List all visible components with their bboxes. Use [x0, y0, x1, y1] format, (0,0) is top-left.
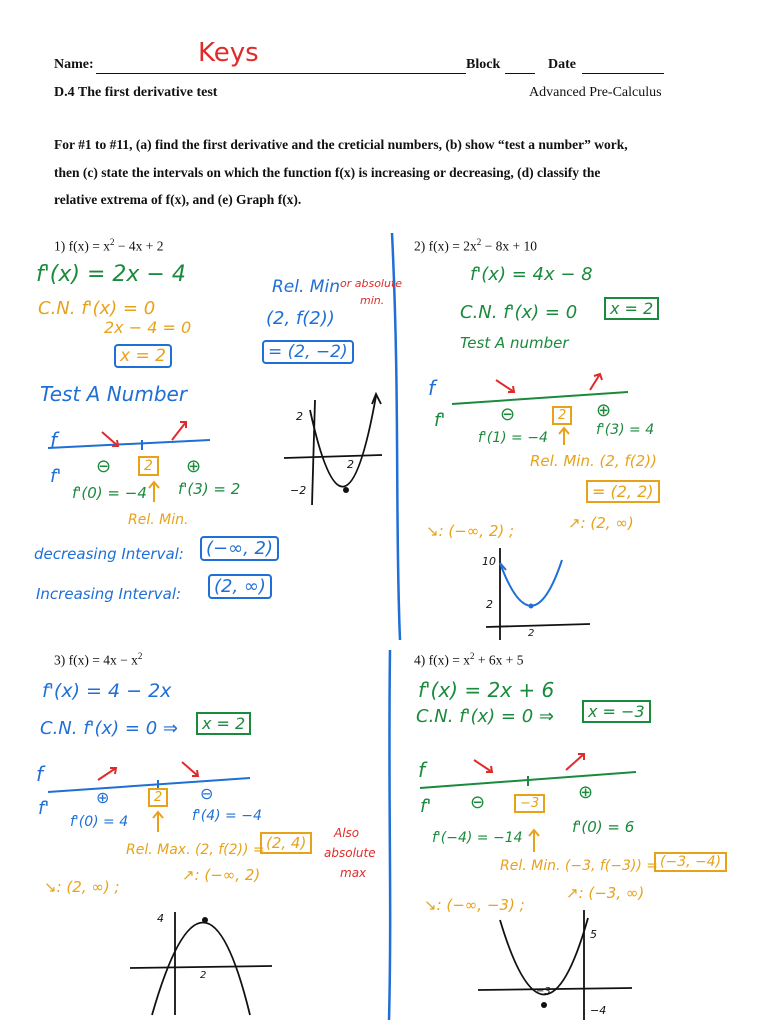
p1-point-value: = (2, −2) — [262, 340, 354, 364]
p2-up-arrow — [559, 428, 569, 445]
course-name: Advanced Pre-Calculus — [529, 85, 662, 100]
p3-also-1: Also — [334, 826, 360, 840]
p1-min-word: min. — [360, 294, 385, 307]
p3-sign-positive: ⊕ — [96, 788, 110, 807]
p3-rel-max: Rel. Max. (2, f(2)) = — [126, 842, 265, 858]
p2-sign-positive: ⊕ — [596, 400, 612, 421]
p4-sign-positive: ⊕ — [578, 782, 594, 803]
p1-increasing-interval: (2, ∞) — [208, 574, 272, 599]
p2-increasing-arrow — [590, 374, 602, 390]
p2-exp: 2 — [476, 237, 482, 247]
p2-critical-number-setup: C.N. f'(x) = 0 — [460, 302, 578, 323]
p3-fprime-label: f' — [38, 798, 50, 819]
p4-point-value: (−3, −4) — [654, 852, 727, 872]
p2-point-value: = (2, 2) — [586, 480, 660, 503]
name-label: Name: — [54, 57, 94, 72]
p2-axis-y-label-1: 10 — [482, 555, 496, 568]
p3-exp: 2 — [137, 651, 143, 661]
p4-axis-y-label-1: 5 — [590, 928, 597, 941]
instructions-line-2: then (c) state the intervals on which the function f(x) is increasing or decreasing, (d) classify the — [54, 165, 601, 180]
p4-decreasing-arrow — [474, 760, 492, 772]
p3-critical-box: 2 — [148, 788, 168, 807]
problem-2-statement — [414, 237, 537, 255]
p4-increasing: ↗: (−3, ∞) — [566, 884, 645, 902]
p2-test-value-2: f'(3) = 4 — [596, 422, 655, 438]
p2-increasing: ↗: (2, ∞) — [568, 514, 634, 532]
p1-increasing-label: Increasing Interval: — [36, 585, 182, 603]
p2-f-label: f — [428, 376, 436, 400]
divider-bottom — [389, 650, 390, 1020]
p1-test-a-number: Test A Number — [40, 382, 188, 406]
p2-test-value-1: f'(1) = −4 — [478, 430, 548, 446]
p3-critical-number-setup: C.N. f'(x) = 0 ⇒ — [40, 718, 178, 739]
p4-axis-x-label-1: −3 — [536, 986, 551, 997]
p4-rel-min: Rel. Min. (−3, f(−3)) = — [500, 858, 659, 874]
p2-solution: x = 2 — [604, 297, 659, 320]
p1-sign-positive: ⊕ — [186, 456, 202, 477]
p3-increasing: ↗: (−∞, 2) — [182, 866, 261, 884]
p3-prefix: 3) f(x) = 4x − x — [54, 652, 138, 668]
p1-point-expression: (2, f(2)) — [266, 308, 335, 329]
p1-equation: 2x − 4 = 0 — [104, 318, 192, 337]
block-label: Block — [466, 57, 501, 72]
p4-graph — [478, 910, 632, 1020]
problem-3-statement — [54, 651, 142, 669]
p1-increasing-arrow — [172, 422, 186, 440]
p3-point-value: (2, 4) — [260, 832, 312, 854]
p3-also-3: max — [340, 866, 367, 880]
date-label: Date — [548, 57, 576, 72]
p3-sign-negative: ⊖ — [200, 784, 214, 803]
p1-decreasing-arrow — [102, 432, 118, 446]
p2-fprime-label: f' — [434, 410, 446, 431]
p2-rest: − 8x + 10 — [481, 238, 537, 254]
p4-critical-number-setup: C.N. f'(x) = 0 ⇒ — [416, 706, 554, 727]
p1-rel-min-heading: Rel. Min — [272, 277, 340, 297]
p2-decreasing-arrow — [496, 380, 514, 392]
divider-top — [392, 233, 400, 640]
p1-or-absolute: or absolute — [340, 277, 403, 290]
p4-rest: + 6x + 5 — [474, 652, 524, 668]
p4-critical-box: −3 — [514, 794, 545, 813]
p1-critical-box: 2 — [138, 456, 159, 476]
p1-axis-x-label-1: 2 — [347, 458, 354, 471]
p3-axis-x-label-1: 2 — [200, 970, 207, 981]
p3-derivative: f'(x) = 4 − 2x — [42, 680, 172, 702]
p1-axis-y-label-2: −2 — [290, 484, 307, 497]
p4-increasing-arrow — [566, 754, 584, 770]
p4-fprime-label: f' — [420, 796, 432, 817]
p2-axis-y-label-2: 2 — [486, 598, 493, 611]
p3-f-label: f — [36, 762, 44, 786]
p3-test-value-1: f'(0) = 4 — [70, 814, 129, 830]
p1-fprime-label: f' — [50, 466, 62, 487]
p2-prefix: 2) f(x) = 2x — [414, 238, 477, 254]
p1-prefix: 1) f(x) = x — [54, 238, 110, 254]
problem-1-statement — [54, 237, 163, 255]
p3-increasing-arrow — [98, 768, 116, 780]
p1-decreasing-label: decreasing Interval: — [34, 545, 184, 563]
p2-critical-box: 2 — [552, 406, 572, 425]
p3-test-value-2: f'(4) = −4 — [192, 808, 262, 824]
p1-f-label: f — [50, 428, 58, 452]
p2-graph — [486, 548, 590, 640]
p4-f-label: f — [418, 758, 426, 782]
worksheet-title: D.4 The first derivative test — [54, 85, 218, 100]
p4-decreasing: ↘: (−∞, −3) ; — [424, 896, 525, 914]
p4-derivative: f'(x) = 2x + 6 — [418, 678, 555, 702]
p1-decreasing-interval: (−∞, 2) — [200, 536, 279, 561]
instructions-line-1: For #1 to #11, (a) find the first derivative and the creticial numbers, (b) show “test a number” work, — [54, 137, 628, 152]
p1-up-arrow — [149, 482, 159, 502]
p1-derivative: f'(x) = 2x − 4 — [36, 262, 186, 287]
p1-rest: − 4x + 2 — [114, 238, 164, 254]
p2-rel-min: Rel. Min. (2, f(2)) — [530, 452, 657, 470]
problem-4-statement — [414, 651, 523, 669]
p4-test-value-1: f'(−4) = −14 — [432, 830, 523, 846]
p3-solution: x = 2 — [196, 712, 251, 735]
p4-prefix: 4) f(x) = x — [414, 652, 470, 668]
name-value: Keys — [198, 38, 259, 68]
p4-sign-negative: ⊖ — [470, 792, 486, 813]
p1-exp: 2 — [109, 237, 115, 247]
p3-up-arrow — [153, 812, 163, 832]
p1-test-value-1: f'(0) = −4 — [72, 484, 147, 502]
p2-decreasing: ↘: (−∞, 2) ; — [426, 522, 515, 540]
p3-decreasing-arrow — [182, 762, 198, 776]
instructions-line-3: relative extrema of f(x), and (e) Graph f(x). — [54, 192, 302, 207]
p1-number-line — [48, 440, 210, 448]
p1-critical-number-setup: C.N. f'(x) = 0 — [38, 298, 156, 319]
p3-graph — [130, 912, 272, 1015]
p2-axis-x-label-1: 2 — [528, 628, 535, 639]
p4-up-arrow — [529, 830, 539, 852]
p1-test-value-2: f'(3) = 2 — [178, 480, 241, 498]
p4-test-value-2: f'(0) = 6 — [572, 818, 635, 836]
p1-rel-min-label: Rel. Min. — [128, 512, 189, 528]
p1-solution: x = 2 — [114, 344, 172, 368]
p2-test-a-number: Test A number — [460, 334, 569, 352]
p4-axis-y-label-2: −4 — [590, 1004, 607, 1017]
p4-solution: x = −3 — [582, 700, 651, 723]
p4-exp: 2 — [469, 651, 475, 661]
p2-derivative: f'(x) = 4x − 8 — [470, 264, 593, 285]
p1-sign-negative: ⊖ — [96, 456, 112, 477]
p3-also-2: absolute — [324, 846, 376, 860]
p2-sign-negative: ⊖ — [500, 404, 516, 425]
p1-axis-y-label-1: 2 — [296, 410, 303, 423]
p3-axis-y-label-1: 4 — [157, 912, 164, 925]
p3-decreasing: ↘: (2, ∞) ; — [44, 878, 120, 896]
